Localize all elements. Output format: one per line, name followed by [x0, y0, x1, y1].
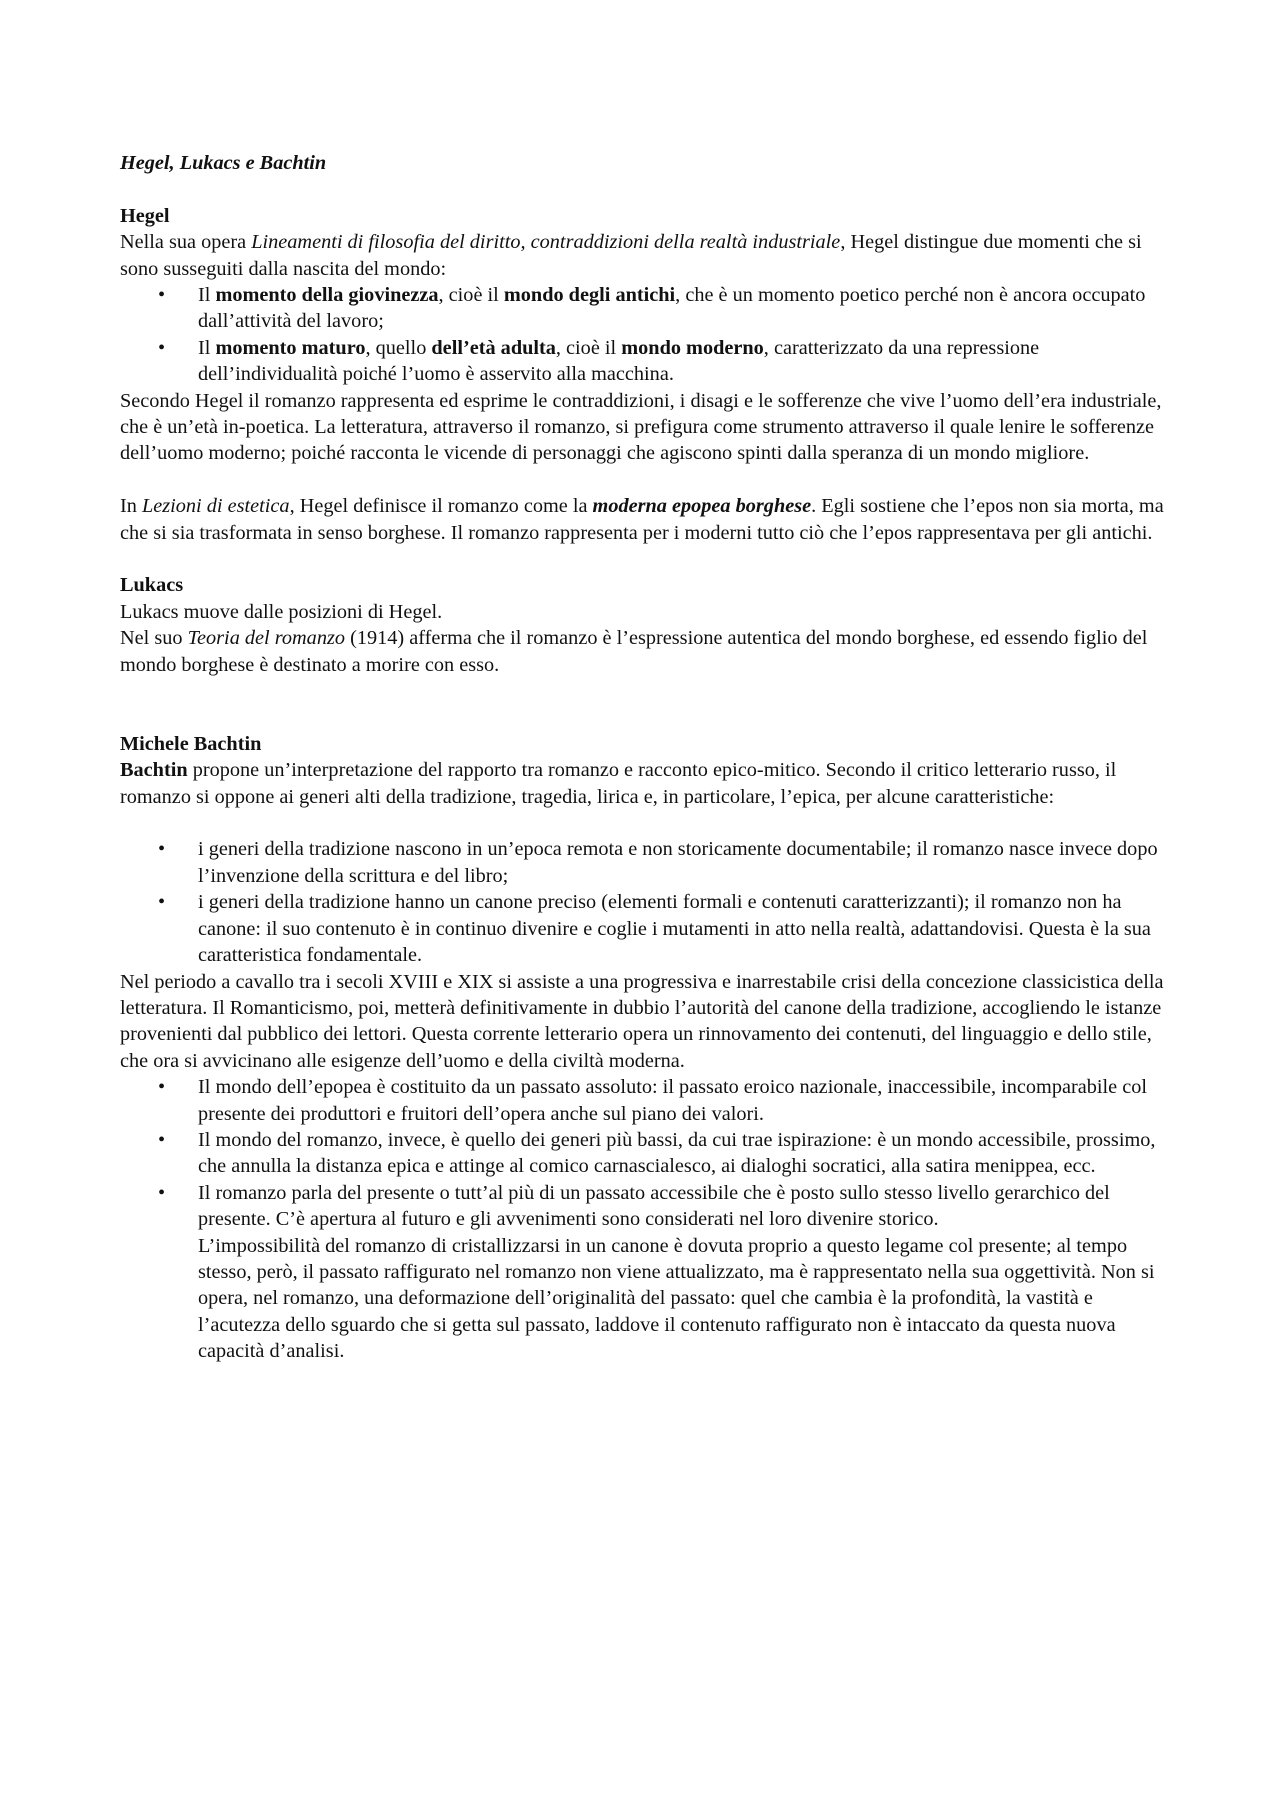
spacer — [120, 546, 1166, 572]
list-item: • Il mondo dell’epopea è costituito da un passato assoluto: il passato eroico nazionale, inaccessibile, incomparabile col presente dei produttori e fruitori dell’opera anche sul piano dei valori. — [158, 1076, 1147, 1125]
bullet-icon: • — [158, 1128, 166, 1151]
section-heading-hegel: Hegel — [120, 204, 170, 227]
list-item: • Il momento maturo, quello dell’età adulta, cioè il mondo moderno, caratterizzato da una repressione dell’individualità poiché l’uomo è asservito alla macchina. — [158, 336, 1040, 386]
bullet-icon: • — [158, 284, 166, 307]
spacer — [120, 176, 1166, 202]
document-title: Hegel, Lukacs e Bachtin — [120, 152, 327, 174]
hegel-moments-list — [120, 282, 1166, 388]
list-item: • i generi della tradizione nascono in un’epoca remota e non storicamente documentabile; il romanzo nasce invece dopo l’invenzione della scrittura e del libro; — [158, 838, 1158, 887]
lukacs-line-2: Nel suo Teoria del romanzo (1914) afferma che il romanzo è l’espressione autentica del mondo borghese, ed essendo figlio del mondo borghese è destinato a morire con esso. — [120, 627, 1148, 676]
bullet-icon: • — [158, 1181, 166, 1204]
bachtin-world-list — [120, 1074, 1166, 1364]
list-item: • i generi della tradizione hanno un canone preciso (elementi formali e contenuti caratterizzanti); il romanzo non ha canone: il suo contenuto è in continuo divenire e coglie i mutamenti in atto nella realtà, adattandovisi. Questa è la sua caratteristica fondamentale. — [158, 891, 1151, 967]
bullet-icon: • — [158, 891, 166, 914]
bachtin-genres-list — [120, 836, 1166, 968]
lukacs-line-1: Lukacs muove dalle posizioni di Hegel. — [120, 600, 443, 623]
bachtin-intro: Bachtin propone un’interpretazione del rapporto tra romanzo e racconto epico-mitico. Secondo il critico letterario russo, il romanzo si oppone ai generi alti della tradizione, tragedia, lirica e, in particolare, l’epica, per alcune caratteristiche: — [120, 759, 1117, 808]
hegel-paragraph-2: In Lezioni di estetica, Hegel definisce il romanzo come la moderna epopea borghese. Egli sostiene che l’epos non sia morta, ma che si sia trasformata in senso borghese. Il romanzo rappresenta per i moderni tutto ciò che l’epos rappresentava per gli antichi. — [120, 495, 1164, 544]
work-title: Teoria del romanzo — [187, 627, 345, 650]
spacer — [120, 678, 1166, 731]
list-item: • Il momento della giovinezza, cioè il mondo degli antichi, che è un momento poetico perché non è ancora occupato dall’attività del lavoro; — [158, 284, 1146, 333]
list-item-continuation: L’impossibilità del romanzo di cristallizzarsi in un canone è dovuta proprio a questo legame col presente; al tempo stesso, però, il passato raffigurato nel romanzo non viene attualizzato, ma è rappresentato nella sua oggettività. Non si opera, nel romanzo, una deformazione dell’originalità del passato: quel che cambia è la profondità, la vastità e l’acutezza dello sguardo che si getta sul passato, laddove il contenuto raffigurato non è intaccato da questa nuova capacità d’analisi. — [198, 1234, 1155, 1363]
document-body — [120, 150, 1166, 1365]
bachtin-paragraph: Nel periodo a cavallo tra i secoli XVIII e XIX si assiste a una progressiva e inarrestabile crisi della concezione classicistica della letteratura. Il Romanticismo, poi, metterà definitivamente in dubbio l’autorità del canone della tradizione, accogliendo le istanze provenienti dal pubblico dei lettori. Questa corrente letterario opera un rinnovamento dei contenuti, del linguaggio e dello stile, che ora si avvicinano alle esigenze dell’uomo e della civiltà moderna. — [120, 970, 1164, 1072]
list-item: • Il romanzo parla del presente o tutt’al più di un passato accessibile che è posto sullo stesso livello gerarchico del presente. C’è apertura al futuro e gli avvenimenti sono considerati nel loro divenire storico. L’impossibilità del romanzo di cristallizzarsi in un canone è dovuta proprio a questo legame col presente; al tempo stesso, però, il passato raffigurato nel romanzo non viene attualizzato, ma è rappresentato nella sua oggettività. Non si opera, nel romanzo, una deformazione dell’originalità del passato: quel che cambia è la profondità, la vastità e l’acutezza dello sguardo che si getta sul passato, laddove il contenuto raffigurato non è intaccato da questa nuova capacità d’analisi. — [120, 1180, 1166, 1365]
hegel-paragraph-1: Secondo Hegel il romanzo rappresenta ed esprime le contraddizioni, i disagi e le sofferenze che vive l’uomo dell’era industriale, che è un’età in-poetica. La letteratura, attraverso il romanzo, si prefigura come strumento attraverso il quale lenire le sofferenze dell’uomo moderno; poiché racconta le vicende di personaggi che agiscono spinti dalla speranza di un mondo migliore. — [120, 389, 1162, 465]
work-title: Lezioni di estetica — [141, 495, 290, 518]
bullet-icon: • — [158, 838, 166, 861]
hegel-intro: Nella sua opera Lineamenti di filosofia del diritto, contraddizioni della realtà industriale, Hegel distingue due momenti che si sono susseguiti dalla nascita del mondo: — [120, 231, 1142, 280]
bullet-icon: • — [158, 336, 166, 359]
list-item: • Il mondo del romanzo, invece, è quello dei generi più bassi, da cui trae ispirazione: è un mondo accessibile, prossimo, che annulla la distanza epica e attinge al comico carnascialesco, ai dialoghi socratici, alla satira menippea, ecc. — [158, 1128, 1156, 1178]
spacer — [120, 810, 1166, 836]
section-heading-bachtin: Michele Bachtin — [120, 732, 262, 755]
spacer — [120, 467, 1166, 493]
bullet-icon: • — [158, 1076, 166, 1099]
work-title: Lineamenti di filosofia del diritto, contraddizioni della realtà industriale — [251, 231, 841, 254]
emphasis: moderna epopea borghese — [592, 495, 812, 518]
section-heading-lukacs: Lukacs — [120, 574, 184, 597]
